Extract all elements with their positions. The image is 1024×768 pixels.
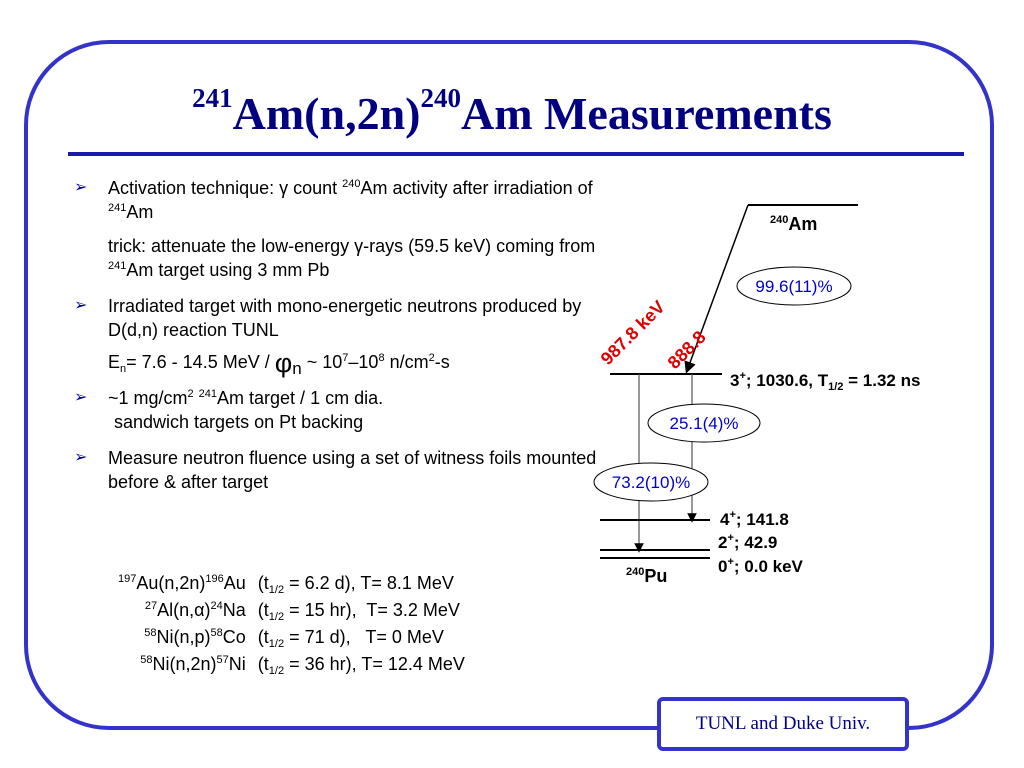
branch-987-label: 73.2(10)% [611, 473, 691, 492]
bullet-irradiation-energy: $E_n= 7.6 - 14.5$ MeV / φn ~ $10^7-10^8$ $n/cm^2-s$ [108, 348, 450, 378]
bullet-irradiation-text: Irradiated target with mono-energetic neutrons produced by D(d,n) reaction TUNL [108, 296, 582, 340]
footer-affiliation: TUNL and Duke Univ. [657, 697, 909, 751]
table-row: $^{27}Al(n,\alpha)^{24}Na$ ($t_{1/2} = 15$ hr), T= 3.2 MeV [144, 600, 460, 623]
level-1030-label: 3+; 1030.6, $T_{1/2} = 1.32$ ns [730, 370, 921, 393]
level-0-label: 0+; 0.0 keV [718, 556, 803, 576]
parent-branch-label: 99.6(11)% [755, 277, 833, 296]
bullet-activation-trick: trick: attenuate the low-energy γ-rays (59.5 keV) coming from $^{241}$Am target using 3 mm Pb [108, 236, 596, 280]
arrow-bullet-icon: ➢ [74, 389, 88, 406]
daughter-nucleus-label: $^{240}$Pu [626, 566, 668, 586]
table-row: $^{58}Ni(n,p)^{58}Co$ ($t_{1/2} = 71$ d), T= 0 MeV [144, 627, 444, 650]
arrow-bullet-icon: ➢ [74, 179, 88, 196]
bullet-target: ➢ ~1 $mg/cm^2$ $^{241}$Am target / 1 cm dia. sandwich targets on Pt backing [70, 386, 610, 434]
bullet-target-backing: sandwich targets on Pt backing [114, 412, 364, 432]
table-row: $^{58}Ni(n,2n)^{57}Ni$ ($t_{1/2} = 36$ hr), T= 12.4 MeV [140, 654, 465, 677]
gamma-888-label: 888.8 [663, 326, 710, 373]
arrow-bullet-icon: ➢ [74, 297, 88, 314]
arrow-bullet-icon: ➢ [74, 449, 88, 466]
bullet-fluence-text: Measure neutron fluence using a set of witness foils mounted before & after target [108, 448, 597, 492]
level-42-label: 2+; 42.9 [718, 532, 778, 552]
branch-888-label: 25.1(4)% [669, 414, 739, 433]
parent-nucleus-label: $^{240}$Am [770, 214, 818, 234]
bullet-activation-text: Activation technique: γ count $^{240}$Am activity after irradiation of $^{241}$Am [108, 178, 593, 222]
slide-title: $^{241}Am(n,2n)^{240}Am$ Measurements [192, 83, 832, 139]
level-141-label: 4+; 141.8 [720, 509, 789, 529]
gamma-987-label: 987.8 keV [596, 296, 669, 369]
table-row: $^{197}Au(n,2n)^{196}Au$ ($t_{1/2} = 6.2$ d), T= 8.1 MeV [118, 573, 454, 596]
